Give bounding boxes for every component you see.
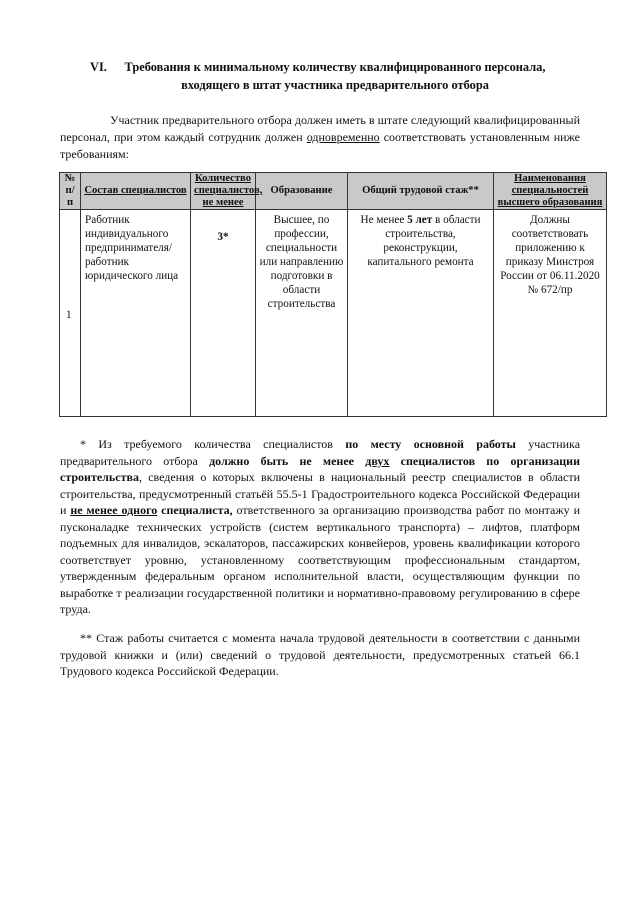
footnote-2: ** Стаж работы считается с момента начала трудовой деятельности в соответствии с данными трудовой книжки и (или) сведений о трудовой деятельности, предусмотренных статьей 66.1 Трудового кодекса Российской Федерации.: [60, 631, 580, 678]
header-count: Количество специалистов, не менее: [191, 173, 256, 210]
intro-underlined: одновременно: [306, 130, 380, 144]
cell-num: 1: [60, 210, 81, 417]
cell-count: 3*: [191, 210, 256, 417]
table-header-row: [60, 173, 607, 210]
header-experience: Общий трудовой стаж**: [348, 173, 494, 210]
section-title-line2: входящего в штат участника предварительного отбора: [181, 78, 489, 92]
cell-education: Высшее, по профессии, специальности или направлению подготовки в области строительства: [256, 210, 348, 417]
header-composition: Состав специалистов: [81, 173, 191, 210]
footnote-1: * Из требуемого количества специалистов по месту основной работы участника предварительного отбора должно быть не менее двух специалистов по организации строительства, сведения о которых включены в национальный реестр специалистов в области строительства, предусмотренный статьёй 55.5-1 Градостроительного кодекса Российской Федерации и не менее одного специалиста, ответственного за организацию производства работ по монтажу и пусконаладке технических устройств (систем вертикального транспорта) – лифтов, платформ подъемных для инвалидов, эскалаторов, пассажирских конвейеров, уровень квалификации которого соответствует уровню, установленному соответствующим профессиональным стандартом, утвержденным федеральным органом исполнительной власти, осуществляющим функции по выработке т реализации государственной политики и нормативно-правовому регулированию в сфере труда.: [60, 437, 581, 616]
header-education: Образование: [256, 173, 348, 210]
section-title-line1: Требования к минимальному количеству квалифицированного персонала,: [124, 60, 546, 74]
intro-text-1: Участник предварительного отбора должен иметь в штате следующий квалифицированный персонал, при этом каждый сотрудник должен: [60, 113, 580, 144]
cell-specialties: Должны соответствовать приложению к приказу Минстроя России от 06.11.2020 № 672/пр: [494, 210, 607, 417]
section-number: VI.: [90, 60, 107, 74]
cell-composition: Работник индивидуального предпринимателя/ работник юридического лица: [81, 210, 191, 417]
table-row: [60, 210, 607, 417]
header-specialties: Наименования специальностей высшего образования: [494, 173, 607, 210]
intro-text-2: соответствовать установленным ниже требованиям:: [60, 130, 580, 161]
requirements-table: [59, 172, 607, 417]
section-heading: [90, 58, 580, 94]
header-num: № п/п: [60, 173, 81, 210]
intro-paragraph: [60, 112, 580, 163]
cell-experience: Не менее 5 лет в области строительства, реконструкции, капитального ремонта: [348, 210, 494, 417]
